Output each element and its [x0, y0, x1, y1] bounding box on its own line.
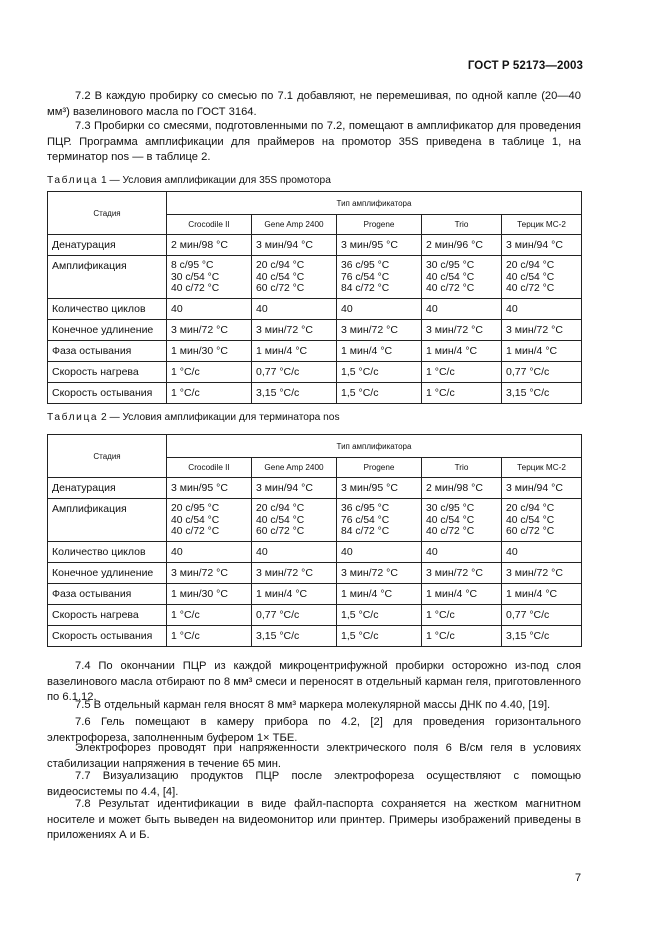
row-label: Амплификация: [48, 499, 167, 542]
row-label: Скорость нагрева: [48, 605, 167, 626]
row-label: Амплификация: [48, 256, 167, 299]
table-cell: 3 мин/72 °С: [167, 563, 252, 584]
table-cell: 1 мин/4 °С: [337, 341, 422, 362]
page-number: 7: [575, 872, 582, 884]
amplifier-model-header: Gene Amp 2400: [252, 215, 337, 235]
cell-line: 60 с/72 °С: [506, 526, 555, 537]
amplification-table-nos: [47, 434, 582, 647]
table-cell: 1 мин/30 °С: [167, 584, 252, 605]
cell-line: 40 с/54 °С: [171, 514, 220, 526]
table-cell: 40: [422, 299, 502, 320]
cell-line: 36 с/95 °С: [341, 260, 390, 271]
cell-line: 40 с/54 °С: [256, 514, 305, 526]
table-row: [48, 383, 582, 404]
amplifier-model-header: Терцик МС-2: [502, 458, 582, 478]
amplifier-type-header: Тип амплификатора: [167, 435, 582, 458]
row-label: Денатурация: [48, 478, 167, 499]
table-cell: 1,5 °С/с: [337, 362, 422, 383]
table-cell: [337, 256, 422, 299]
amplifier-model-header: Progene: [337, 215, 422, 235]
cell-line: 40 с/54 °С: [426, 271, 475, 283]
table-cell: 2 мин/96 °С: [422, 235, 502, 256]
table-cell: 1 мин/30 °С: [167, 341, 252, 362]
row-label: Скорость остывания: [48, 626, 167, 647]
cell-line: 36 с/95 °С: [341, 503, 390, 514]
table-row: [48, 478, 582, 499]
table-cell: 3,15 °С/с: [252, 626, 337, 647]
table-cell: 1 °С/с: [167, 626, 252, 647]
table-cell: 3 мин/72 °С: [502, 320, 582, 341]
table-cell: 0,77 °С/с: [502, 362, 582, 383]
table-cell: 2 мин/98 °С: [422, 478, 502, 499]
table-cell: [252, 499, 337, 542]
table-row: [48, 362, 582, 383]
table-cell: 1 °С/с: [167, 362, 252, 383]
table-cell: 1 мин/4 °С: [252, 341, 337, 362]
cell-line: 40 с/54 °С: [426, 514, 475, 526]
table-cell: 40: [167, 542, 252, 563]
table-cell: [167, 256, 252, 299]
cell-line: 40 с/72 °С: [506, 283, 555, 294]
cell-line: 40 с/72 °С: [426, 283, 475, 294]
table-row: [48, 605, 582, 626]
row-label: Фаза остывания: [48, 584, 167, 605]
table-cell: 3 мин/95 °С: [337, 478, 422, 499]
table-cell: 1,5 °С/с: [337, 383, 422, 404]
amplifier-model-header: Crocodile II: [167, 215, 252, 235]
row-label: Денатурация: [48, 235, 167, 256]
table-row: [48, 320, 582, 341]
cell-line: 84 с/72 °С: [341, 283, 390, 294]
cell-line: 20 с/94 °С: [506, 260, 555, 271]
table-cell: 1 мин/4 °С: [502, 341, 582, 362]
cell-line: 84 с/72 °С: [341, 526, 390, 537]
table-cell: 40: [337, 299, 422, 320]
amplifier-model-header: Trio: [422, 215, 502, 235]
row-label: Конечное удлинение: [48, 320, 167, 341]
table-cell: 3 мин/72 °С: [252, 563, 337, 584]
table-cell: 3 мин/94 °С: [502, 478, 582, 499]
table-cell: 1,5 °С/с: [337, 605, 422, 626]
cell-line: 20 с/94 °С: [506, 503, 555, 514]
table-cell: 3 мин/72 °С: [337, 563, 422, 584]
table-cell: [252, 256, 337, 299]
table-cell: 3 мин/72 °С: [502, 563, 582, 584]
table1-caption: Таблица 1 — Условия амплификации для 35S промотора: [47, 175, 331, 186]
cell-line: 40 с/72 °С: [171, 283, 220, 294]
table-cell: 1 мин/4 °С: [252, 584, 337, 605]
cell-line: 20 с/94 °С: [256, 260, 305, 271]
table-cell: 0,77 °С/с: [502, 605, 582, 626]
table-cell: 1 °С/с: [167, 605, 252, 626]
amplifier-type-header: Тип амплификатора: [167, 192, 582, 215]
paragraph-electrophoresis: Электрофорез проводят при напряженности электрического поля 6 В/см геля в условиях стабилизации напряжения в течение 65 мин.: [47, 742, 581, 770]
amplifier-model-header: Gene Amp 2400: [252, 458, 337, 478]
table-cell: 0,77 °С/с: [252, 362, 337, 383]
table-cell: 1 °С/с: [422, 605, 502, 626]
table-cell: 1 °С/с: [422, 383, 502, 404]
table-cell: 3,15 °С/с: [502, 626, 582, 647]
table-cell: 1,5 °С/с: [337, 626, 422, 647]
table-cell: 40: [502, 299, 582, 320]
table-cell: [422, 499, 502, 542]
table-cell: 1 °С/с: [422, 362, 502, 383]
table2-caption: Таблица 2 — Условия амплификации для терминатора nos: [47, 412, 340, 423]
cell-line: 60 с/72 °С: [256, 526, 305, 537]
table-cell: 3 мин/95 °С: [167, 478, 252, 499]
amplifier-model-header: Progene: [337, 458, 422, 478]
table-cell: 1 мин/4 °С: [502, 584, 582, 605]
table-cell: [337, 499, 422, 542]
amplifier-model-header: Терцик МС-2: [502, 215, 582, 235]
table-cell: 40: [252, 542, 337, 563]
table-row: [48, 542, 582, 563]
stage-column-header: Стадия: [48, 192, 167, 235]
table-cell: 3 мин/94 °С: [252, 235, 337, 256]
paragraph-7-2: 7.2 В каждую пробирку со смесью по 7.1 добавляют, не перемешивая, по одной капле (20—40 мм³) вазелинового масла по ГОСТ 3164.: [47, 90, 581, 118]
table-cell: 1 °С/с: [167, 383, 252, 404]
table-cell: [502, 256, 582, 299]
paragraph-7-8: 7.8 Результат идентификации в виде файл-паспорта сохраняется на жестком магнитном носителе и может быть выведен на видеомонитор или принтер. Примеры изображений приведены в приложениях А и Б.: [47, 798, 581, 841]
table-cell: 40: [167, 299, 252, 320]
table-cell: 40: [502, 542, 582, 563]
row-label: Количество циклов: [48, 299, 167, 320]
row-label: Скорость нагрева: [48, 362, 167, 383]
table-cell: 0,77 °С/с: [252, 605, 337, 626]
stage-column-header: Стадия: [48, 435, 167, 478]
paragraph-7-6: 7.6 Гель помещают в камеру прибора по 4.2, [2] для проведения горизонтального электрофореза, заполненным буфером 1× ТБЕ.: [47, 716, 581, 744]
table-row: [48, 341, 582, 362]
table-cell: 3 мин/72 °С: [337, 320, 422, 341]
row-label: Фаза остывания: [48, 341, 167, 362]
table-cell: 1 мин/4 °С: [337, 584, 422, 605]
cell-line: 40 с/54 °С: [506, 271, 555, 283]
paragraph-7-4: 7.4 По окончании ПЦР из каждой микроцентрифужной пробирки осторожно из-под слоя вазелинового масла отбирают по 8 мм³ смеси и переносят в отдельный карман геля, приготовленного по 6.1.12.: [47, 660, 581, 703]
cell-line: 40 с/72 °С: [426, 526, 475, 537]
table-cell: 1 мин/4 °С: [422, 584, 502, 605]
table-row: [48, 563, 582, 584]
table-cell: 3,15 °С/с: [252, 383, 337, 404]
table-cell: 1 °С/с: [422, 626, 502, 647]
cell-line: 76 с/54 °С: [341, 271, 390, 283]
table-row: [48, 499, 582, 542]
table-cell: [167, 499, 252, 542]
table-cell: 3,15 °С/с: [502, 383, 582, 404]
row-label: Конечное удлинение: [48, 563, 167, 584]
table-cell: 2 мин/98 °С: [167, 235, 252, 256]
table-cell: 1 мин/4 °С: [422, 341, 502, 362]
cell-line: 20 с/94 °С: [256, 503, 305, 514]
cell-line: 40 с/54 °С: [256, 271, 305, 283]
cell-line: 8 с/95 °С: [171, 260, 214, 271]
cell-line: 20 с/95 °С: [171, 503, 220, 514]
cell-line: 30 с/95 °С: [426, 260, 475, 271]
table-row: [48, 584, 582, 605]
table-cell: [502, 499, 582, 542]
table-cell: 40: [422, 542, 502, 563]
cell-line: 40 с/72 °С: [171, 526, 220, 537]
table-cell: 40: [252, 299, 337, 320]
table-cell: 40: [337, 542, 422, 563]
cell-line: 30 с/95 °С: [426, 503, 475, 514]
cell-line: 60 с/72 °С: [256, 283, 305, 294]
amplification-table-35s: [47, 191, 582, 404]
document-standard-id: ГОСТ Р 52173—2003: [467, 60, 583, 72]
paragraph-7-5: 7.5 В отдельный карман геля вносят 8 мм³ маркера молекулярной массы ДНК по 4.40, [19].: [75, 699, 551, 711]
table-cell: 3 мин/72 °С: [252, 320, 337, 341]
table-cell: 3 мин/94 °С: [252, 478, 337, 499]
table-row: [48, 235, 582, 256]
amplifier-model-header: Crocodile II: [167, 458, 252, 478]
paragraph-7-7: 7.7 Визуализацию продуктов ПЦР после электрофореза осуществляют с помощью видеосистемы по 4.4, [4].: [47, 770, 581, 798]
table-row: [48, 626, 582, 647]
table-row: [48, 256, 582, 299]
cell-line: 30 с/54 °С: [171, 271, 220, 283]
table-cell: [422, 256, 502, 299]
table-cell: 3 мин/94 °С: [502, 235, 582, 256]
paragraph-7-3: 7.3 Пробирки со смесями, подготовленными по 7.2, помещают в амплификатор для проведения ПЦР. Программа амплификации для праймеров на промотор 35S приведена в таблице 1, на терминатор nos — в таблице 2.: [47, 120, 581, 163]
table-cell: 3 мин/72 °С: [167, 320, 252, 341]
table-row: [48, 299, 582, 320]
table-cell: 3 мин/95 °С: [337, 235, 422, 256]
cell-line: 76 с/54 °С: [341, 514, 390, 526]
row-label: Скорость остывания: [48, 383, 167, 404]
cell-line: 40 с/54 °С: [506, 514, 555, 526]
amplifier-model-header: Trio: [422, 458, 502, 478]
table-cell: 3 мин/72 °С: [422, 563, 502, 584]
table-cell: 3 мин/72 °С: [422, 320, 502, 341]
row-label: Количество циклов: [48, 542, 167, 563]
